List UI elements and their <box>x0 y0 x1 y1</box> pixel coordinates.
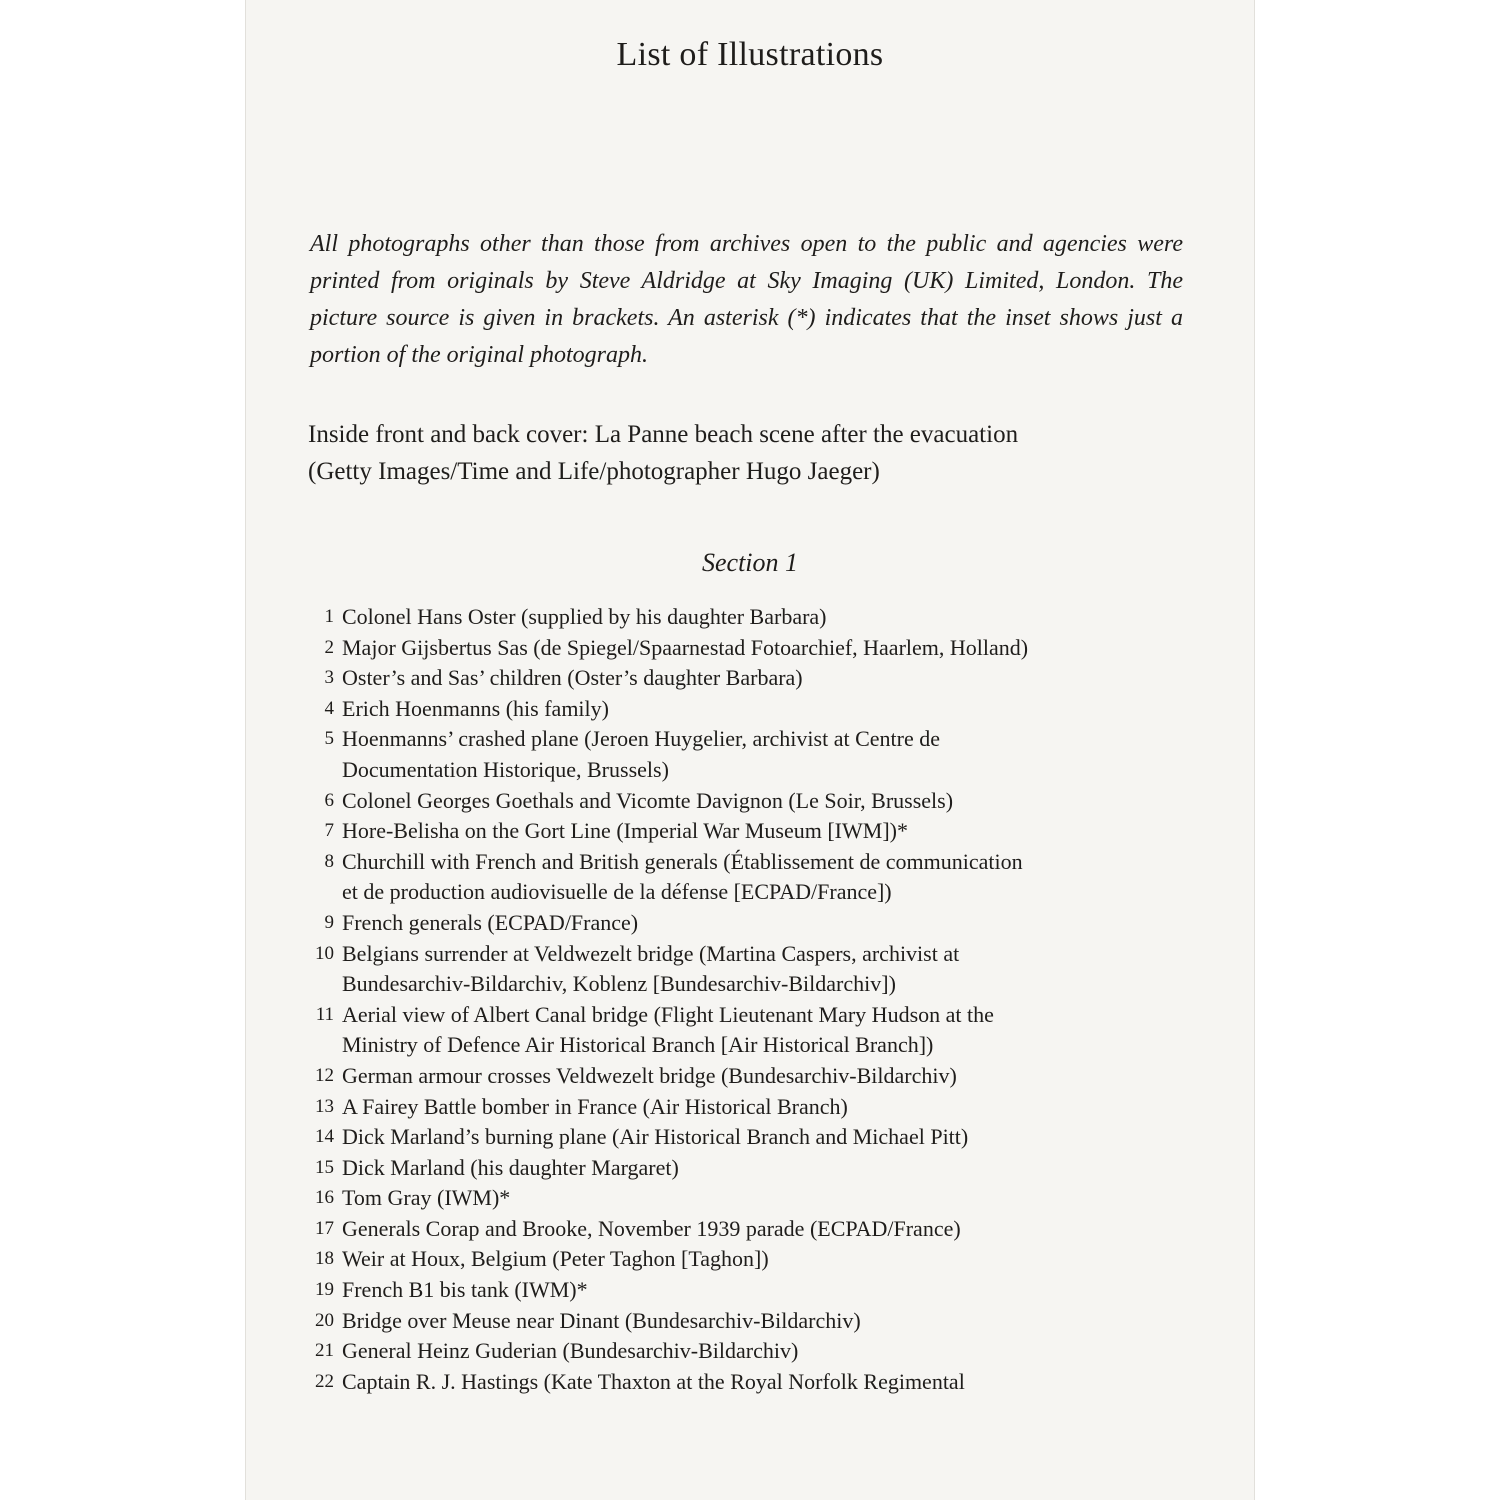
list-item <box>302 1244 1202 1275</box>
list-item <box>302 1153 1202 1184</box>
list-item <box>302 1122 1202 1153</box>
caption-line: Bridge over Meuse near Dinant (Bundesarchiv-Bildarchiv) <box>342 1307 861 1333</box>
caption-line: German armour crosses Veldwezelt bridge (Bundesarchiv-Bildarchiv) <box>342 1062 957 1088</box>
item-number: 14 <box>315 1126 334 1148</box>
item-caption <box>342 1275 1202 1306</box>
item-number: 13 <box>315 1095 334 1117</box>
item-caption <box>342 939 1202 1000</box>
item-caption <box>342 1336 1202 1367</box>
item-caption <box>342 724 1202 785</box>
list-item <box>302 816 1202 847</box>
item-number: 21 <box>315 1340 334 1362</box>
item-caption <box>342 908 1202 939</box>
caption-line: French generals (ECPAD/France) <box>342 909 639 935</box>
caption-line: Major Gijsbertus Sas (de Spiegel/Spaarnestad Fotoarchief, Haarlem, Holland) <box>342 634 1029 660</box>
caption-line: Erich Hoenmanns (his family) <box>342 695 609 721</box>
caption-line: Colonel Georges Goethals and Vicomte Davignon (Le Soir, Brussels) <box>342 787 954 813</box>
item-caption <box>342 1000 1202 1061</box>
item-caption <box>342 1244 1202 1275</box>
item-caption <box>342 1092 1202 1123</box>
list-item <box>302 694 1202 725</box>
item-caption <box>342 694 1202 725</box>
caption-line: Generals Corap and Brooke, November 1939 parade (ECPAD/France) <box>342 1215 961 1241</box>
book-page <box>246 0 1254 1500</box>
caption-line: General Heinz Guderian (Bundesarchiv-Bildarchiv) <box>342 1338 799 1364</box>
cover-caption-line: (Getty Images/Time and Life/photographer Hugo Jaeger) <box>308 458 880 485</box>
item-number: 4 <box>324 697 334 719</box>
caption-line: Churchill with French and British generals (Établissement de communication <box>342 848 1023 874</box>
caption-line: Weir at Houx, Belgium (Peter Taghon [Taghon]) <box>342 1246 769 1272</box>
list-item <box>302 1061 1202 1092</box>
section-heading: Section 1 <box>701 548 799 577</box>
caption-line: Dick Marland’s burning plane (Air Historical Branch and Michael Pitt) <box>342 1124 969 1150</box>
item-caption <box>342 663 1202 694</box>
item-number: 9 <box>324 911 334 933</box>
item-number: 5 <box>324 728 334 750</box>
caption-line: Dick Marland (his daughter Margaret) <box>342 1154 679 1180</box>
list-item <box>302 939 1202 1000</box>
list-item <box>302 663 1202 694</box>
item-number: 17 <box>315 1217 334 1239</box>
caption-line: Captain R. J. Hastings (Kate Thaxton at the Royal Norfolk Regimental <box>342 1368 965 1394</box>
page-title: List of Illustrations <box>616 36 884 73</box>
list-item <box>302 633 1202 664</box>
list-item <box>302 724 1202 785</box>
list-item <box>302 847 1202 908</box>
item-number: 12 <box>315 1064 334 1086</box>
caption-line: et de production audiovisuelle de la défense [ECPAD/France]) <box>342 879 892 905</box>
list-item <box>302 1336 1202 1367</box>
cover-caption <box>308 416 1198 490</box>
item-caption <box>342 1122 1202 1153</box>
item-number: 6 <box>324 789 334 811</box>
list-item <box>302 1183 1202 1214</box>
list-item <box>302 786 1202 817</box>
item-number: 8 <box>324 850 334 872</box>
item-caption <box>342 633 1202 664</box>
item-number: 7 <box>324 820 334 842</box>
list-item <box>302 1214 1202 1245</box>
item-caption <box>342 1061 1202 1092</box>
caption-line: Tom Gray (IWM)* <box>342 1185 511 1211</box>
caption-line: Belgians surrender at Veldwezelt bridge (Martina Caspers, archivist at <box>342 940 960 966</box>
caption-line: A Fairey Battle bomber in France (Air Historical Branch) <box>342 1093 848 1119</box>
item-caption <box>342 816 1202 847</box>
list-item <box>302 602 1202 633</box>
item-caption <box>342 786 1202 817</box>
item-number: 15 <box>315 1156 334 1178</box>
item-number: 22 <box>315 1370 334 1392</box>
caption-line: French B1 bis tank (IWM)* <box>342 1277 588 1303</box>
caption-line: Bundesarchiv-Bildarchiv, Koblenz [Bundesarchiv-Bildarchiv]) <box>342 971 896 997</box>
item-number: 2 <box>324 636 334 658</box>
item-number: 16 <box>315 1187 334 1209</box>
list-item <box>302 1092 1202 1123</box>
illustration-list <box>302 602 1202 1397</box>
item-caption <box>342 1214 1202 1245</box>
caption-line: Hoenmanns’ crashed plane (Jeroen Huygelier, archivist at Centre de <box>342 726 940 752</box>
item-caption <box>342 847 1202 908</box>
intro-note: All photographs other than those from archives open to the public and agencies were printed from originals by Steve Aldridge at Sky Imaging (UK) Limited, London. The picture source is given in brackets. An asterisk (*) indicates that the inset shows just a portion of the original photograph. <box>310 231 1183 368</box>
caption-line: Hore-Belisha on the Gort Line (Imperial War Museum [IWM])* <box>342 818 908 844</box>
item-number: 11 <box>315 1003 334 1025</box>
item-caption <box>342 1367 1202 1398</box>
item-number: 10 <box>315 942 334 964</box>
caption-line: Colonel Hans Oster (supplied by his daughter Barbara) <box>342 604 827 629</box>
item-caption <box>342 602 1202 633</box>
caption-line: Aerial view of Albert Canal bridge (Flight Lieutenant Mary Hudson at the <box>342 1001 994 1027</box>
item-number: 20 <box>315 1309 334 1331</box>
item-caption <box>342 1183 1202 1214</box>
list-item <box>302 1275 1202 1306</box>
list-item <box>302 908 1202 939</box>
item-number: 18 <box>315 1248 334 1270</box>
list-item <box>302 1000 1202 1061</box>
list-item <box>302 1306 1202 1337</box>
cover-caption-line: Inside front and back cover: La Panne beach scene after the evacuation <box>308 421 1019 448</box>
list-item <box>302 1367 1202 1398</box>
item-number: 19 <box>315 1279 334 1301</box>
item-number: 3 <box>324 667 334 689</box>
item-number: 1 <box>324 606 334 627</box>
item-caption <box>342 1306 1202 1337</box>
caption-line: Documentation Historique, Brussels) <box>342 756 669 782</box>
item-caption <box>342 1153 1202 1184</box>
caption-line: Ministry of Defence Air Historical Branch [Air Historical Branch]) <box>342 1032 934 1058</box>
caption-line: Oster’s and Sas’ children (Oster’s daughter Barbara) <box>342 665 803 691</box>
